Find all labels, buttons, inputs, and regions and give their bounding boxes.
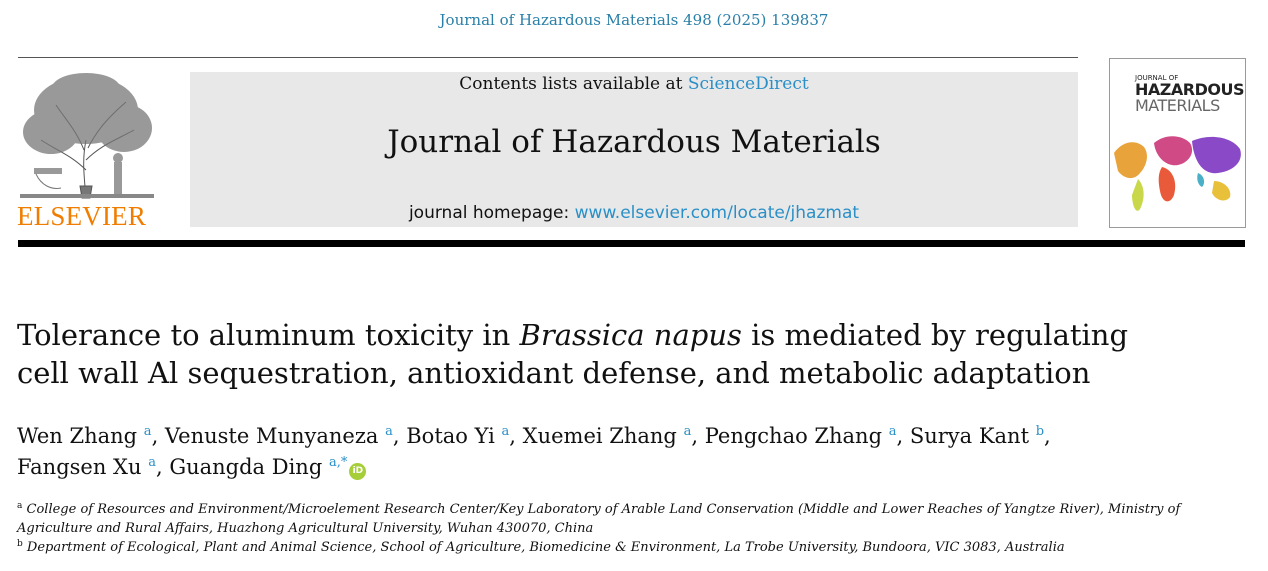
affiliation-key: b xyxy=(17,539,23,549)
contents-line xyxy=(190,74,1078,94)
author-affiliation-link[interactable]: a xyxy=(148,455,156,470)
affiliation-item xyxy=(17,500,1257,538)
orcid-icon[interactable]: iD xyxy=(349,463,366,480)
elsevier-wordmark: ELSEVIER xyxy=(17,201,147,231)
cover-title-line1: JOURNAL OF xyxy=(1135,74,1179,82)
affiliation-list xyxy=(17,500,1257,557)
cover-title-line2: HAZARDOUS xyxy=(1135,80,1244,99)
article-title-part2: is mediated by regulating cell wall Al sequestration, antioxidant defense, and metabolic adaptation xyxy=(17,318,1129,390)
author-name[interactable]: Wen Zhang xyxy=(17,424,138,448)
journal-banner xyxy=(190,72,1078,227)
author-name[interactable]: Surya Kant xyxy=(909,424,1030,448)
affiliation-item xyxy=(17,538,1257,557)
affiliation-text: College of Resources and Environment/Microelement Research Center/Key Laboratory of Arable Land Conservation (Middle and Lower Reaches of Yangtze River), Ministry of Agriculture and Rural Affairs, Huazhong Agricultural University, Wuhan 430070, China xyxy=(17,502,1181,536)
author-name[interactable]: Botao Yi xyxy=(406,424,495,448)
article-title xyxy=(17,316,1167,392)
cover-title-line3: MATERIALS xyxy=(1135,96,1220,115)
author-affiliation-link[interactable]: a xyxy=(888,424,897,439)
author-name[interactable]: Fangsen Xu xyxy=(17,455,142,479)
author-affiliation-link[interactable]: b xyxy=(1035,424,1045,439)
journal-title: Journal of Hazardous Materials xyxy=(387,124,881,160)
author-affiliation-link[interactable]: a,* xyxy=(328,455,348,470)
journal-homepage-link[interactable]: www.elsevier.com/locate/jhazmat xyxy=(574,203,860,223)
homepage-line xyxy=(190,203,1078,223)
author-name[interactable]: Xuemei Zhang xyxy=(522,424,677,448)
author-affiliation-link[interactable]: a xyxy=(501,424,510,439)
author-name[interactable]: Guangda Ding xyxy=(169,455,323,479)
author-list: Wen Zhang $^a$, Venuste Munyaneza $^a$, Botao Yi $^a$, Xuemei Zhang $^a$, Pengchao Zhang $^a$, Surya Kant $^b$, Fangsen Xu $^a$, Guangda Ding $^{a,*}$iD xyxy=(17,424,1051,479)
author-affiliation-link[interactable]: a xyxy=(143,424,152,439)
homepage-prefix: journal homepage: xyxy=(408,203,575,223)
sciencedirect-link[interactable]: ScienceDirect xyxy=(687,74,809,94)
contents-prefix: Contents lists available at xyxy=(459,74,688,94)
cover-title xyxy=(1135,75,1244,114)
article-title-species: Brassica napus xyxy=(519,318,742,352)
author-affiliation-link[interactable]: a xyxy=(385,424,393,439)
journal-citation[interactable]: Journal of Hazardous Materials 498 (2025) 139837 xyxy=(439,11,829,29)
author-name[interactable]: Venuste Munyaneza xyxy=(164,424,379,448)
header-thick-divider xyxy=(18,240,1245,247)
author-affiliation-link[interactable]: a xyxy=(683,424,692,439)
journal-cover-image[interactable] xyxy=(1109,58,1246,228)
author-name[interactable]: Pengchao Zhang xyxy=(704,424,883,448)
world-map-icon xyxy=(1110,123,1245,227)
affiliation-text: Department of Ecological, Plant and Animal Science, School of Agriculture, Biomedicine & Environment, La Trobe University, Bundoora, VIC 3083, Australia xyxy=(26,540,1065,555)
article-title-part1: Tolerance to aluminum toxicity in xyxy=(17,318,520,352)
affiliation-key: a xyxy=(17,501,23,511)
header-divider xyxy=(18,57,1078,58)
